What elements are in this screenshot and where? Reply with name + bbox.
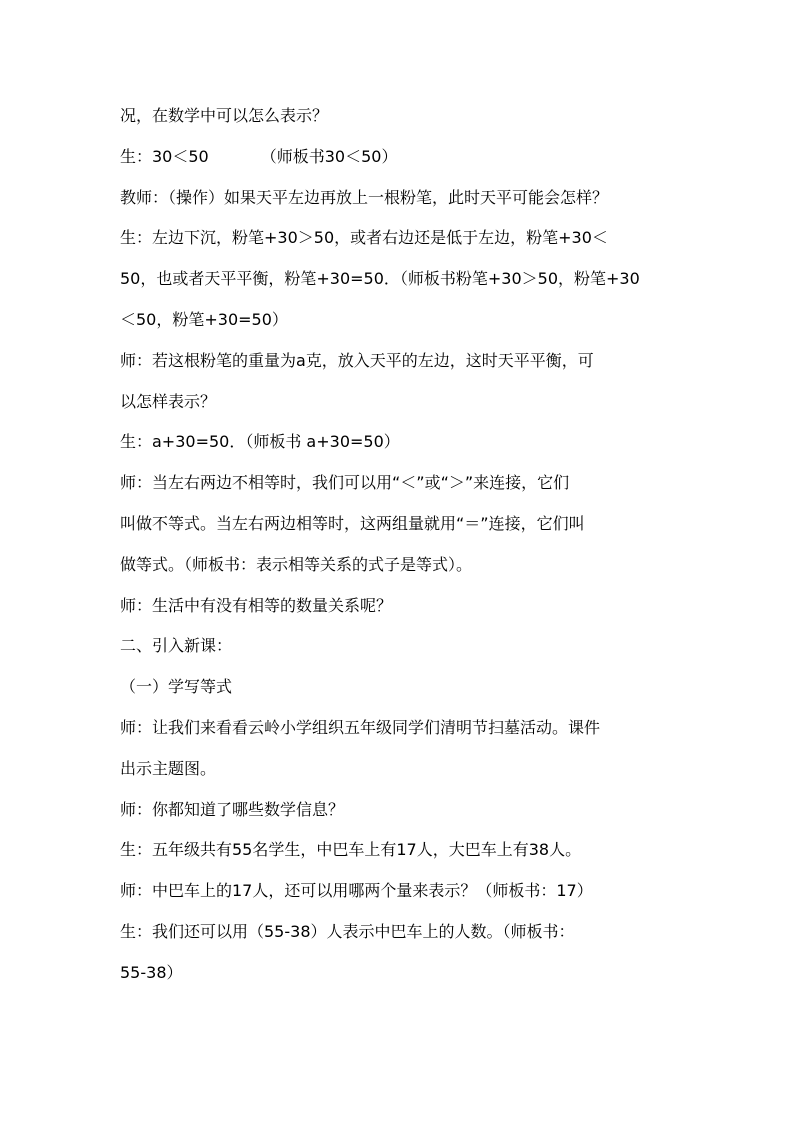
text-line: 55-38） (120, 962, 183, 982)
text-line (120, 137, 680, 178)
text-line: 师：你都知道了哪些数学信息？ (120, 799, 345, 819)
text-line: 师：若这根粉笔的重量为a克，放入天平的左边，这时天平平衡，可 (120, 350, 594, 370)
subsection-heading: （一）学写等式 (120, 677, 233, 697)
text-line: 生：左边下沉，粉笔+30＞50，或者右边还是低于左边，粉笔+30＜ (120, 228, 608, 248)
text-line: 师：生活中有没有相等的数量关系呢？ (120, 595, 393, 615)
text-line: 生：a+30=50．（师板书 a+30=50） (120, 432, 400, 452)
text-line: 师：中巴车上的17人，还可以用哪两个量来表示？（师板书：17） (120, 881, 593, 901)
text-line: 生：我们还可以用（55-38）人表示中巴车上的人数。（师板书： (120, 921, 575, 941)
text-line: 做等式。（师板书：表示相等关系的式子是等式）。 (120, 554, 473, 574)
text-line: 师：让我们来看看云岭小学组织五年级同学们清明节扫墓活动。课件 (120, 717, 601, 737)
text-line: 以怎样表示？ (120, 391, 217, 411)
text-line: 生：五年级共有55名学生，中巴车上有17人，大巴车上有38人。 (120, 840, 582, 860)
student-answer: 生：30＜50 (120, 146, 209, 166)
board-note: （师板书30＜50） (260, 146, 398, 166)
text-line: 50，也或者天平平衡，粉笔+30=50．（师板书粉笔+30＞50，粉笔+30 (120, 269, 640, 289)
text-line: 师：当左右两边不相等时，我们可以用“＜”或“＞”来连接，它们 (120, 473, 570, 493)
text-line: 教师：（操作）如果天平左边再放上一根粉笔，此时天平可能会怎样？ (120, 187, 609, 207)
text-line: 出示主题图。 (120, 758, 217, 778)
text-line: 叫做不等式。当左右两边相等时，这两组量就用“＝”连接，它们叫 (120, 513, 585, 533)
text-line: ＜50，粉笔+30=50） (120, 309, 288, 329)
text-line: 况，在数学中可以怎么表示？ (120, 106, 329, 125)
lesson-text-block (120, 96, 680, 994)
section-heading: 二、引入新课： (120, 636, 233, 656)
